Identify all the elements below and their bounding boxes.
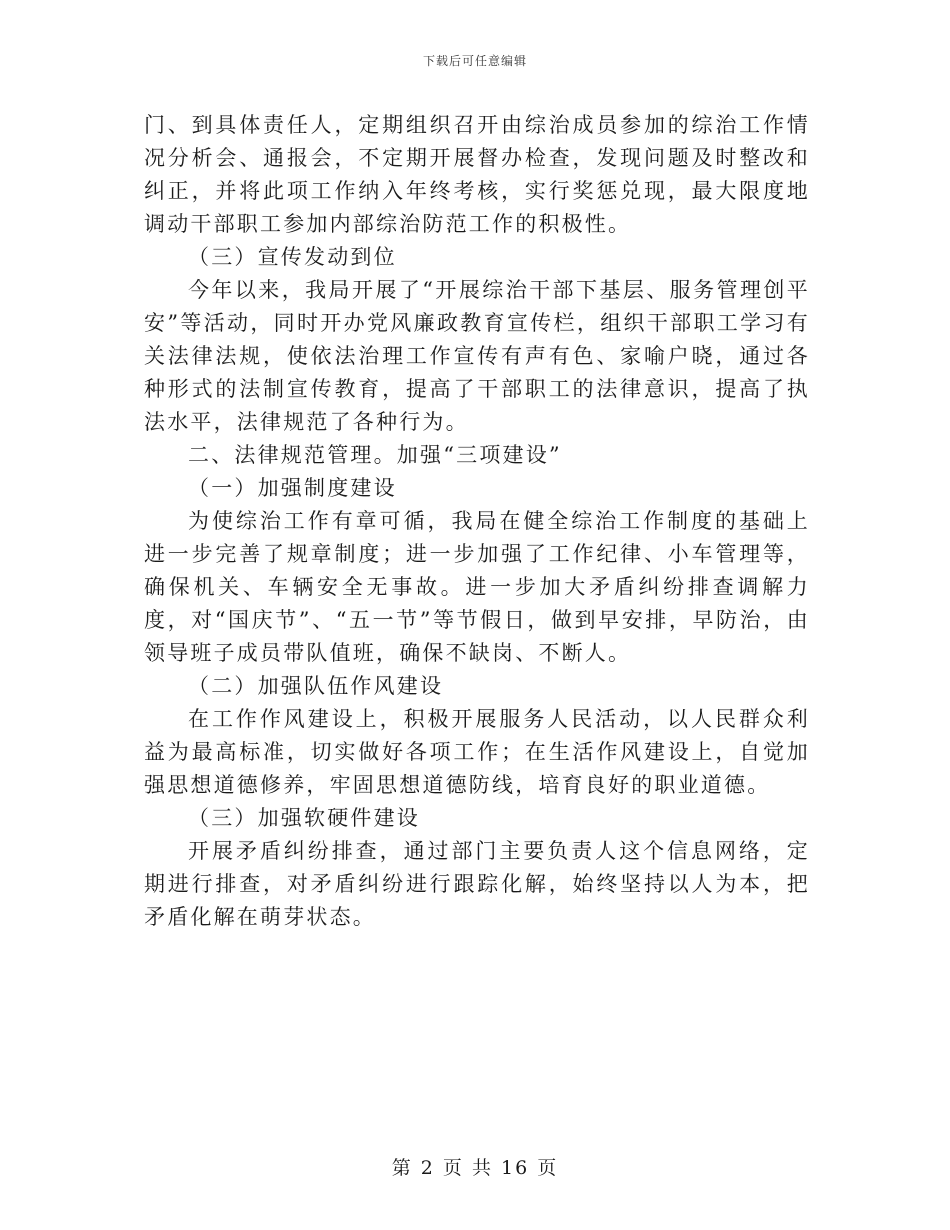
paragraph-infrastructure: 开展矛盾纠纷排查，通过部门主要负责人这个信息网络，定期进行排查，对矛盾纠纷进行跟踪化解，始终坚持以人为本，把矛盾化解在萌芽状态。 (144, 839, 810, 929)
heading-system-building: （一）加强制度建设 (188, 476, 397, 500)
page-header: 下载后可任意编辑 (422, 54, 527, 68)
heading-infrastructure: （三）加强软硬件建设 (188, 806, 420, 830)
document-body (144, 109, 810, 934)
heading-team-style: （二）加强队伍作风建设 (188, 674, 444, 698)
paragraph-team-style: 在工作作风建设上，积极开展服务人民活动，以人民群众利益为最高标准，切实做好各项工作；在生活作风建设上，自觉加强思想道德修养，牢固思想道德防线，培育良好的职业道德。 (144, 707, 810, 797)
paragraph-1: 门、到具体责任人，定期组织召开由综治成员参加的综治工作情况分析会、通报会，不定期开展督办检查，发现问题及时整改和纠正，并将此项工作纳入年终考核，实行奖惩兑现，最大限度地调动干部职工参加内部综治防范工作的积极性。 (144, 113, 810, 236)
heading-legal-management: 二、法律规范管理。加强“三项建设” (188, 443, 562, 467)
paragraph-publicity: 今年以来，我局开展了“开展综治干部下基层、服务管理创平安”等活动，同时开办党风廉政教育宣传栏，组织干部职工学习有关法律法规，使依法治理工作宣传有声有色、家喻户晓，通过各种形式的法制宣传教育，提高了干部职工的法律意识，提高了执法水平，法律规范了各种行为。 (144, 278, 810, 434)
paragraph-system-building: 为使综治工作有章可循，我局在健全综治工作制度的基础上进一步完善了规章制度；进一步加强了工作纪律、小车管理等，确保机关、车辆安全无事故。进一步加大矛盾纠纷排查调解力度，对“国庆节”、“五一节”等节假日，做到早安排，早防治，由领导班子成员带队值班，确保不缺岗、不断人。 (144, 509, 810, 665)
heading-publicity: （三）宣传发动到位 (188, 245, 397, 269)
page-number-footer: 第 2 页 共 16 页 (391, 1157, 559, 1179)
